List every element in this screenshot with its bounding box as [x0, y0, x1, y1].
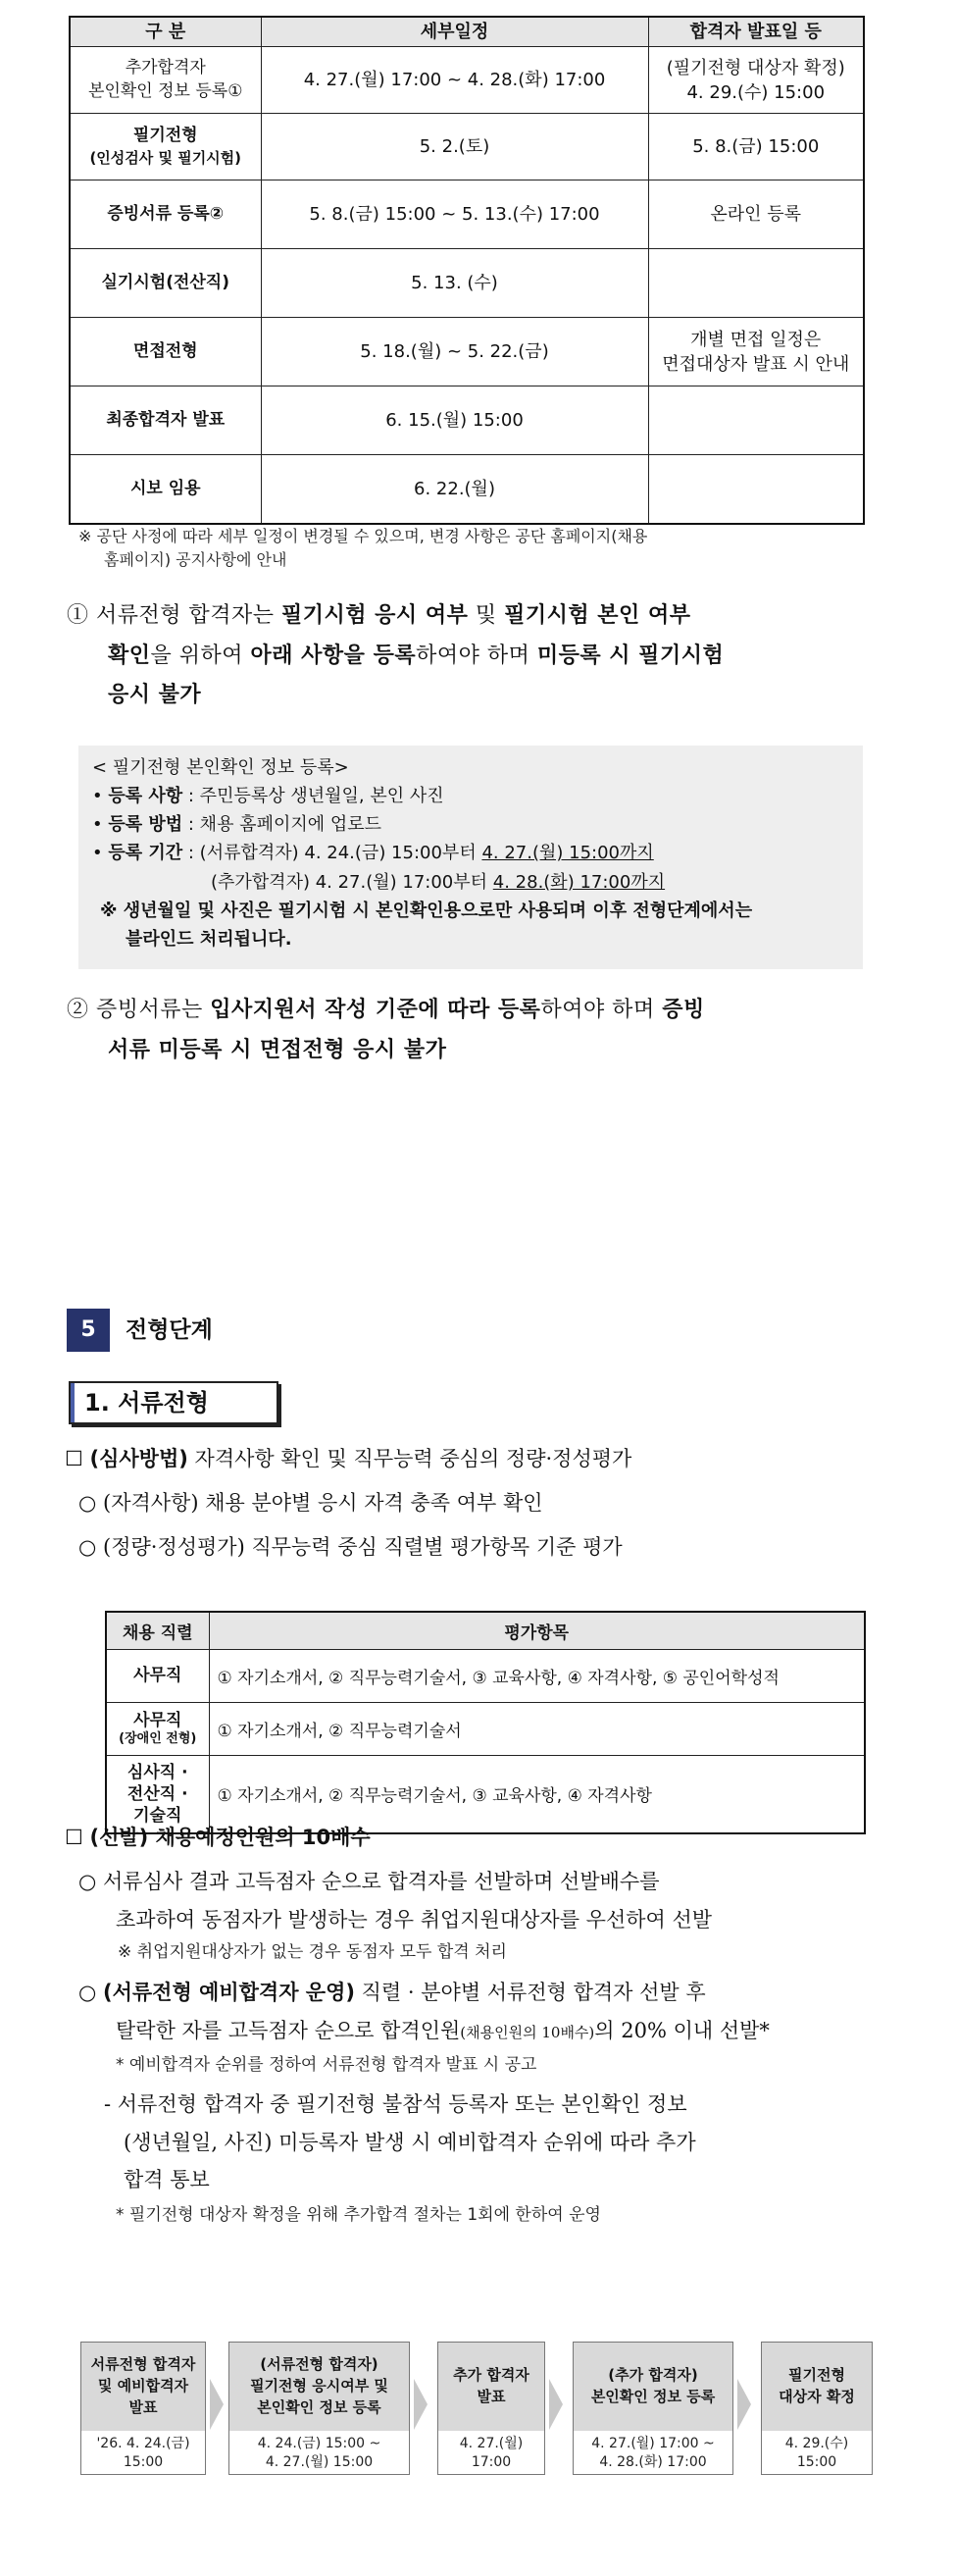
para-bold: 확인	[108, 643, 151, 668]
schedule-note	[78, 525, 647, 572]
schedule-announce: (필기전형 대상자 확정) 4. 29.(수) 15:00	[648, 47, 864, 114]
schedule-label: 추가합격자 본인확인 정보 등록①	[70, 47, 261, 114]
schedule-label: 시보 임용	[70, 455, 261, 524]
para-text: 하여야 하며	[540, 998, 663, 1022]
schedule-announce	[648, 455, 864, 524]
schedule-header-announce: 합격자 발표일 등	[648, 17, 864, 47]
table-row	[70, 180, 864, 249]
para-text: 서류전형 합격자는	[88, 603, 282, 628]
table-row	[70, 455, 864, 524]
flow-step-title: (추가 합격자) 본인확인 정보 등록	[574, 2343, 732, 2431]
para-bold: 서류 미등록 시 면접전형 응시 불가	[108, 1037, 447, 1062]
para-text: 을 위하여	[150, 643, 251, 668]
table-row	[106, 1649, 865, 1702]
selection-bullet	[65, 1974, 898, 2012]
flow-step	[573, 2342, 733, 2475]
info-note: 블라인드 처리됩니다.	[126, 928, 292, 950]
flow-step	[80, 2342, 206, 2475]
info-note: ※ 생년월일 및 사진은 필기시험 시 본인확인용으로만 사용되며 이후 전형단계에서는	[100, 900, 753, 921]
schedule-header-detail: 세부일정	[261, 17, 648, 47]
selection-dash-cont: (생년월일, 사진) 미등록자 발생 시 예비합격자 순위에 따라 추가	[124, 2130, 696, 2154]
flow-step-title: (서류전형 합격자) 필기전형 응시여부 및 본인확인 정보 등록	[229, 2343, 409, 2431]
arrow-right-icon	[737, 2379, 751, 2430]
selection-note: * 필기전형 대상자 확정을 위해 추가합격 절차는 1회에 한하여 운영	[116, 2205, 601, 2226]
para-number: ②	[67, 998, 89, 1022]
info-item-label: 등록 기간	[108, 843, 183, 864]
method-text: 자격사항 확인 및 직무능력 중심의 정량·정성평가	[187, 1447, 632, 1470]
selection-sub-small: (채용인원의 10배수)	[460, 2023, 595, 2041]
info-item: • 등록 방법 : 채용 홈페이지에 업로드	[92, 814, 382, 836]
selection-note: * 예비합격자 순위를 정하여 서류전형 합격자 발표 시 공고	[116, 2055, 537, 2076]
arrow-right-icon	[210, 2379, 224, 2430]
para-bold: 필기시험 본인 여부	[504, 603, 691, 628]
info-item-deadline: 4. 28.(화) 17:00까지	[492, 871, 666, 893]
para-bold: 필기시험 응시 여부	[281, 603, 469, 628]
eval-header-role: 채용 직렬	[106, 1612, 209, 1649]
schedule-detail: 5. 13. (수)	[261, 249, 648, 318]
schedule-note-line: ※ 공단 사정에 따라 세부 일정이 변경될 수 있으며, 변경 사항은 공단 홈페이지(채용	[78, 527, 648, 545]
eval-items: ① 자기소개서, ② 직무능력기술서	[209, 1702, 865, 1755]
schedule-detail: 6. 15.(월) 15:00	[261, 386, 648, 455]
section-number: 5	[67, 1309, 110, 1352]
paragraph-registration	[67, 596, 871, 716]
schedule-announce: 5. 8.(금) 15:00	[648, 114, 864, 180]
info-item-value: : 채용 홈페이지에 업로드	[182, 814, 382, 836]
schedule-announce: 개별 면접 일정은 면접대상자 발표 시 안내	[648, 318, 864, 386]
table-row	[70, 318, 864, 386]
selection-sub-text: 직렬 · 분야별 서류전형 합격자 선발 후	[354, 1980, 706, 2004]
selection-text: 채용예정인원의 10배수	[148, 1826, 371, 1849]
eval-role: 사무직	[106, 1649, 209, 1702]
info-box-title: < 필기전형 본인확인 정보 등록>	[92, 757, 349, 778]
info-item: • 등록 기간 : (서류합격자) 4. 24.(금) 15:00부터 4. 27.(월) 15:00까지	[92, 843, 654, 864]
schedule-header-category: 구 분	[70, 17, 261, 47]
selection-block	[65, 1819, 898, 2232]
method-block	[65, 1440, 888, 1567]
para-bold: 미등록 시 필기시험	[536, 643, 725, 668]
info-item-label: 등록 사항	[108, 786, 183, 807]
eval-items: ① 자기소개서, ② 직무능력기술서, ③ 교육사항, ④ 자격사항	[209, 1755, 865, 1833]
flow-step-date: 4. 29.(수) 15:00	[784, 2436, 849, 2470]
info-item	[92, 868, 849, 897]
method-label: (심사방법)	[89, 1447, 188, 1470]
schedule-label: 증빙서류 등록②	[70, 180, 261, 249]
schedule-label: 실기시험(전산직)	[70, 249, 261, 318]
schedule-label: 필기전형	[132, 126, 198, 146]
table-row	[70, 114, 864, 180]
flow-step-date: '26. 4. 24.(금) 15:00	[96, 2436, 190, 2470]
method-bullet: ○ (정량·정성평가) 직무능력 중심 직렬별 평가항목 기준 평가	[78, 1534, 623, 1559]
evaluation-table	[105, 1611, 866, 1834]
checkbox-icon: ☐	[65, 1826, 83, 1849]
arrow-right-icon	[549, 2379, 563, 2430]
selection-label: (선발)	[89, 1826, 149, 1849]
selection-note: ※ 취업지원대상자가 없는 경우 동점자 모두 합격 처리	[118, 1941, 507, 1962]
selection-sub-text: 탈락한 자를 고득점자 순으로 합격인원	[116, 2018, 461, 2042]
info-item-value: : 주민등록상 생년월일, 본인 사진	[182, 786, 444, 807]
para-number: ①	[67, 603, 89, 628]
info-item: • 등록 사항 : 주민등록상 생년월일, 본인 사진	[92, 786, 444, 807]
info-item-value: : (서류합격자) 4. 24.(금) 15:00부터	[182, 843, 482, 864]
para-bold: 아래 사항을 등록	[250, 643, 417, 668]
info-item-label: 등록 방법	[108, 814, 183, 836]
eval-role-sub: (장애인 전형)	[119, 1730, 197, 1746]
schedule-sublabel: (인성검사 및 필기시험)	[89, 149, 242, 168]
para-bold: 입사지원서 작성 기준에 따라 등록	[210, 998, 541, 1022]
flow-step	[437, 2342, 545, 2475]
selection-bullet-cont: 초과하여 동점자가 발생하는 경우 취업지원대상자를 우선하여 선발	[116, 1907, 713, 1932]
arrow-right-icon	[414, 2379, 428, 2430]
schedule-announce	[648, 249, 864, 318]
checkbox-icon: ☐	[65, 1447, 83, 1470]
para-text: 하여야 하며	[416, 643, 537, 668]
schedule-detail: 5. 8.(금) 15:00 ~ 5. 13.(수) 17:00	[261, 180, 648, 249]
para-text: 증빙서류는	[88, 998, 211, 1022]
schedule-note-line: 홈페이지) 공지사항에 안내	[104, 550, 287, 569]
info-item-value: (추가합격자) 4. 27.(월) 17:00부터	[211, 871, 493, 893]
flow-step-title: 추가 합격자 발표	[438, 2343, 544, 2431]
flow-step	[228, 2342, 410, 2475]
schedule-detail: 6. 22.(월)	[261, 455, 648, 524]
selection-bullet: ○ 서류심사 결과 고득점자 순으로 합격자를 선발하며 선발배수를	[78, 1869, 660, 1893]
schedule-label-cell	[70, 114, 261, 180]
selection-sub-label: (서류전형 예비합격자 운영)	[103, 1980, 355, 2004]
eval-role: 심사직 · 전산직 · 기술직	[106, 1755, 209, 1833]
schedule-announce	[648, 386, 864, 455]
bullet-mark: ○	[78, 1980, 103, 2004]
flow-step-title: 필기전형 대상자 확정	[762, 2343, 872, 2431]
selection-sub-text: 의 20% 이내 선발*	[594, 2018, 770, 2042]
table-row	[70, 249, 864, 318]
selection-dash: - 서류전형 합격자 중 필기전형 불참석 등록자 또는 본인확인 정보	[104, 2091, 687, 2116]
section-title: 전형단계	[126, 1317, 213, 1343]
schedule-detail: 5. 18.(월) ~ 5. 22.(금)	[261, 318, 648, 386]
flow-step-date: 4. 27.(월) 17:00 ~ 4. 28.(화) 17:00	[591, 2436, 715, 2470]
para-bold: 증빙	[662, 998, 705, 1022]
info-box-registration	[78, 746, 863, 969]
eval-header-items: 평가항목	[209, 1612, 865, 1649]
selection-dash-cont: 합격 통보	[124, 2168, 210, 2192]
flow-step	[761, 2342, 873, 2475]
schedule-detail: 4. 27.(월) 17:00 ~ 4. 28.(화) 17:00	[261, 47, 648, 114]
schedule-announce: 온라인 등록	[648, 180, 864, 249]
table-row	[70, 386, 864, 455]
para-bold: 응시 불가	[108, 683, 202, 708]
flow-step-date: 4. 24.(금) 15:00 ~ 4. 27.(월) 15:00	[257, 2436, 381, 2470]
schedule-table	[69, 16, 865, 525]
selection-bullet-cont	[65, 2012, 898, 2050]
eval-role: 사무직	[133, 1710, 182, 1730]
schedule-detail: 5. 2.(토)	[261, 114, 648, 180]
flow-step-date: 4. 27.(월) 17:00	[459, 2436, 524, 2470]
table-row	[70, 47, 864, 114]
eval-items: ① 자기소개서, ② 직무능력기술서, ③ 교육사항, ④ 자격사항, ⑤ 공인어학성적	[209, 1649, 865, 1702]
subsection-title: 1. 서류전형	[69, 1381, 278, 1424]
schedule-label: 최종합격자 발표	[70, 386, 261, 455]
paragraph-documents	[67, 991, 871, 1070]
method-bullet: ○ (자격사항) 채용 분야별 응시 자격 충족 여부 확인	[78, 1490, 543, 1515]
info-item-deadline: 4. 27.(월) 15:00까지	[481, 843, 654, 864]
table-row	[106, 1702, 865, 1755]
eval-role-cell	[106, 1702, 209, 1755]
flow-step-title: 서류전형 합격자 및 예비합격자 발표	[81, 2343, 205, 2431]
schedule-label: 면접전형	[70, 318, 261, 386]
para-text: 및	[468, 603, 505, 628]
